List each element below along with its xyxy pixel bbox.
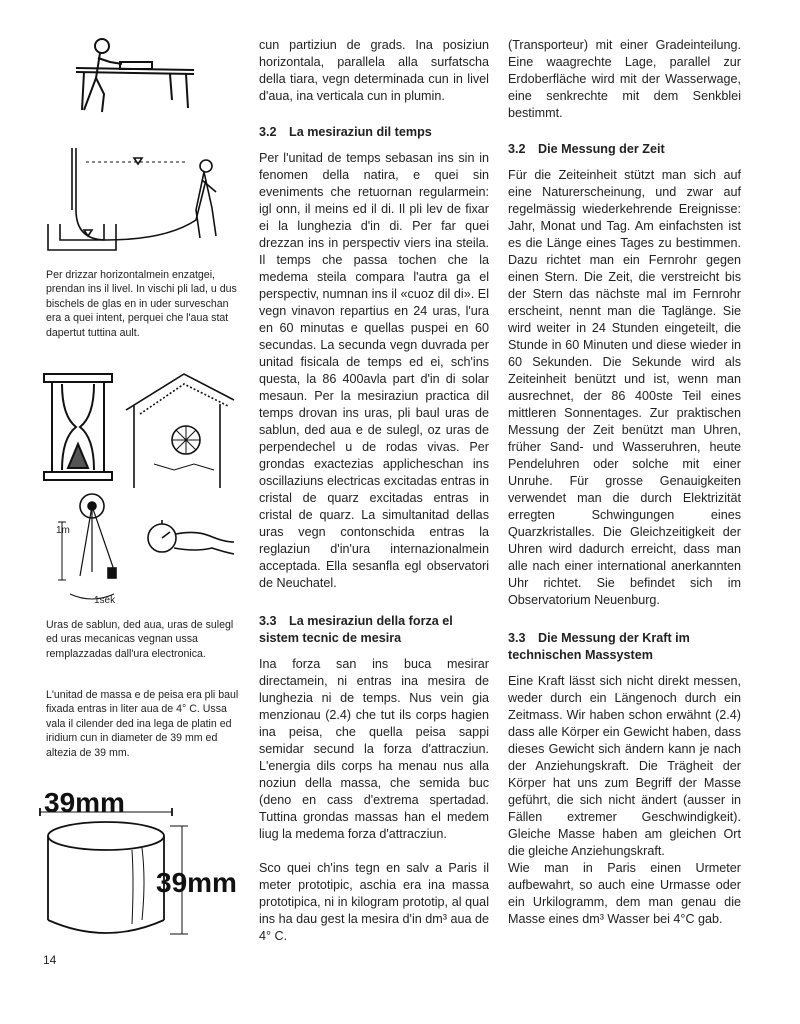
german-intro: (Transporteur) mit einer Gradeinteilung. Eine waagrechte Lage, parallel zur Erdoberfläche wird mit der Wasserwage, eine senkrechte mit dem Senkblei bestimmt. <box>508 38 741 120</box>
hose-level-illustration <box>46 140 236 260</box>
romansh-column <box>259 37 489 945</box>
pendulum-illustration <box>52 486 152 608</box>
german-section-3-2-heading: 3.2 Die Messung der Zeit <box>508 142 665 156</box>
german-section-3-2-text: Für die Zeiteinheit stützt man sich auf eine Naturerscheinung, und zwar auf regelmässig wiederkehrende Ereignisse: Jahr, Monat und Tag. Am einfachsten ist es die Länge eines Tages zu bestimmen. Dazu richtet man ein Fernrohr gegen einen Stern. Die Zeit, die verstreicht bis der Stern das nächste mal im Fernrohr erscheint, nennt man die Taglänge. Sie wird weiter in 24 Stunden eingeteilt, die Stunde in 60 Minuten und diese wieder in 60 Sekunden. Die Sekunde wird als Zeiteinheit benützt und ist, wenn man ausrechnet, der 86 400ste Teil eines mittleren Sonnentages. Zur praktischen Messung der Zeit benützt man Uhren, früher Sand- und Wasseruhren, heute Pendeluhren oder solche mit einer Unruhe. Für grosse Genauigkeiten verwendet man die durch Elektrizität erregten Schwingungen eines Quarzkristalles. Die Gleichzeitigkeit der Uhren wird dadurch erreicht, dass man alle nach einer international anerkannten Uhr richtet. Sie befindet sich im Observatorium Neuenburg. <box>508 168 741 607</box>
pendulum-period-label: 1sek <box>94 595 116 606</box>
height-label: 39mm <box>156 867 237 898</box>
german-section-3-3-text-2: Wie man in Paris einen Urmeter aufbewahrt, so auch eine Urmasse oder ein Urkilogramm, dem man genau die Masse eines dm³ Wasser bei 4°C gab. <box>508 861 741 926</box>
caption-mass: L'unitad de massa e de peisa era pli baul fixada entras in liter aua de 4° C. Ussa vala il cilender ded ina lega de platin ed iridium cun in diameter de 39 mm ed altezia de 39 mm. <box>46 689 239 759</box>
romansh-section-3-2-heading: 3.2 La mesiraziun dil temps <box>259 125 432 139</box>
stopwatch-icon <box>140 512 236 570</box>
german-section-3-3-text: Eine Kraft lässt sich nicht direkt messen, weder durch ein Längenoch durch ein Zeitmass. Wir haben schon erwähnt (2.4) dass alle Körper ein Gewicht haben, dass dieses Gewicht sich ändern kann je nach der Anziehungskraft. Die Trägheit der Körper hat uns zum Begriff der Masse geführt, die sich nicht ändert (ausser in Fällen extremer Geschwindigkeit). Gleiche Masse haben am gleichen Ort die gleiche Anziehungskraft. <box>508 674 741 858</box>
romansh-section-3-3-text: Ina forza san ins buca mesirar directamein, ni entras ina mesira de lunghezia ni de temps. Nus vein gia menzionau (2.4) che tut ils corps hagien ina peisa, che quella peisa sappi semidar secund la forza d'attracziun. L'energia dils corps ha menau nus alla noziun della massa, che semida buc (deno en cass d'extrema spertadad. Tuttina grondas massas han el medem liug la medema forza d'attracziun. <box>259 657 489 841</box>
hourglass-icon <box>42 372 114 482</box>
page-number: 14 <box>43 953 57 967</box>
diameter-label: 39mm <box>44 787 125 818</box>
romansh-section-3-3-heading: 3.3 La mesiraziun della forza el sistem tecnic de mesira <box>259 614 453 645</box>
caption-clocks: Uras de sablun, ded aua, uras de sulegl ed uras mecanicas vegnan ussa remplazzadas dall'ura electronica. <box>46 619 234 660</box>
caption-level: Per drizzar horizontalmein enzatgei, prendan ins il livel. In vischi pli lad, u dus bischels de glas en in uder surveschan era a quei intent, perquei che l'aua stat dapertut tuttina ault. <box>46 269 237 339</box>
pendulum-length-label: 1m <box>56 525 70 536</box>
sundial-house-illustration <box>124 370 236 490</box>
german-section-3-3-heading: 3.3 Die Messung der Kraft im technischen Massystem <box>508 631 690 662</box>
romansh-section-3-2-text: Per l'unitad de temps sebasan ins sin in fenomen della natira, e quei sin eveniments che retuornan regularmein: igl onn, il meins ed il di. Il pli lev de fixar ei la lunghezia d'in di. Per far quei drezzan ins in perspectiv viers ina steila. Il temps che passa tochen che la medema steila compara l'autra ga el perspectiv, numnan ins il «cuoz dil di». El vegn vinavon repartius en 24 uras, l'ura en 60 minutas e quellas puspei en 60 secundas. La secunda vegn duvrada per unitad fisicala de temps ed ei, sch'ins questa, la 86 400avla part d'in di solar mesaun. Per la mesiraziun practica dil temps drovan ins uras, pli baul uras de sablun, ded aua e de sulegl, oz uras de perpendechel u de rodas vivas. Per grondas exactezias applicheschan ins oscillaziuns electricas excitadas entras in cristal de quarz excitadas entras in cristal de quarz. La simultanitad dellas uras vegn contonschida entras la reglaziun d'in'ura internazionalmein acceptada. Ella sesanfla egl observatori de Neuchatel. <box>259 151 489 590</box>
german-column <box>508 37 741 928</box>
romansh-section-3-3-text-2: Sco quei ch'ins tegn en salv a Paris il meter prototipic, aschia era ina massa prototipica, ni in kilogram prototip, al qual ins ha dau gest la mesira d'in dm³ aua de 4° C. <box>259 861 489 943</box>
mass-cylinder-diagram <box>38 780 244 942</box>
romansh-intro: cun partiziun de grads. Ina posiziun horizontala, parallela alla surfatscha della tiara, vegn determinada cun in livel d'aua, ina verticala cun in plumin. <box>259 38 489 103</box>
spirit-level-illustration <box>70 36 200 116</box>
